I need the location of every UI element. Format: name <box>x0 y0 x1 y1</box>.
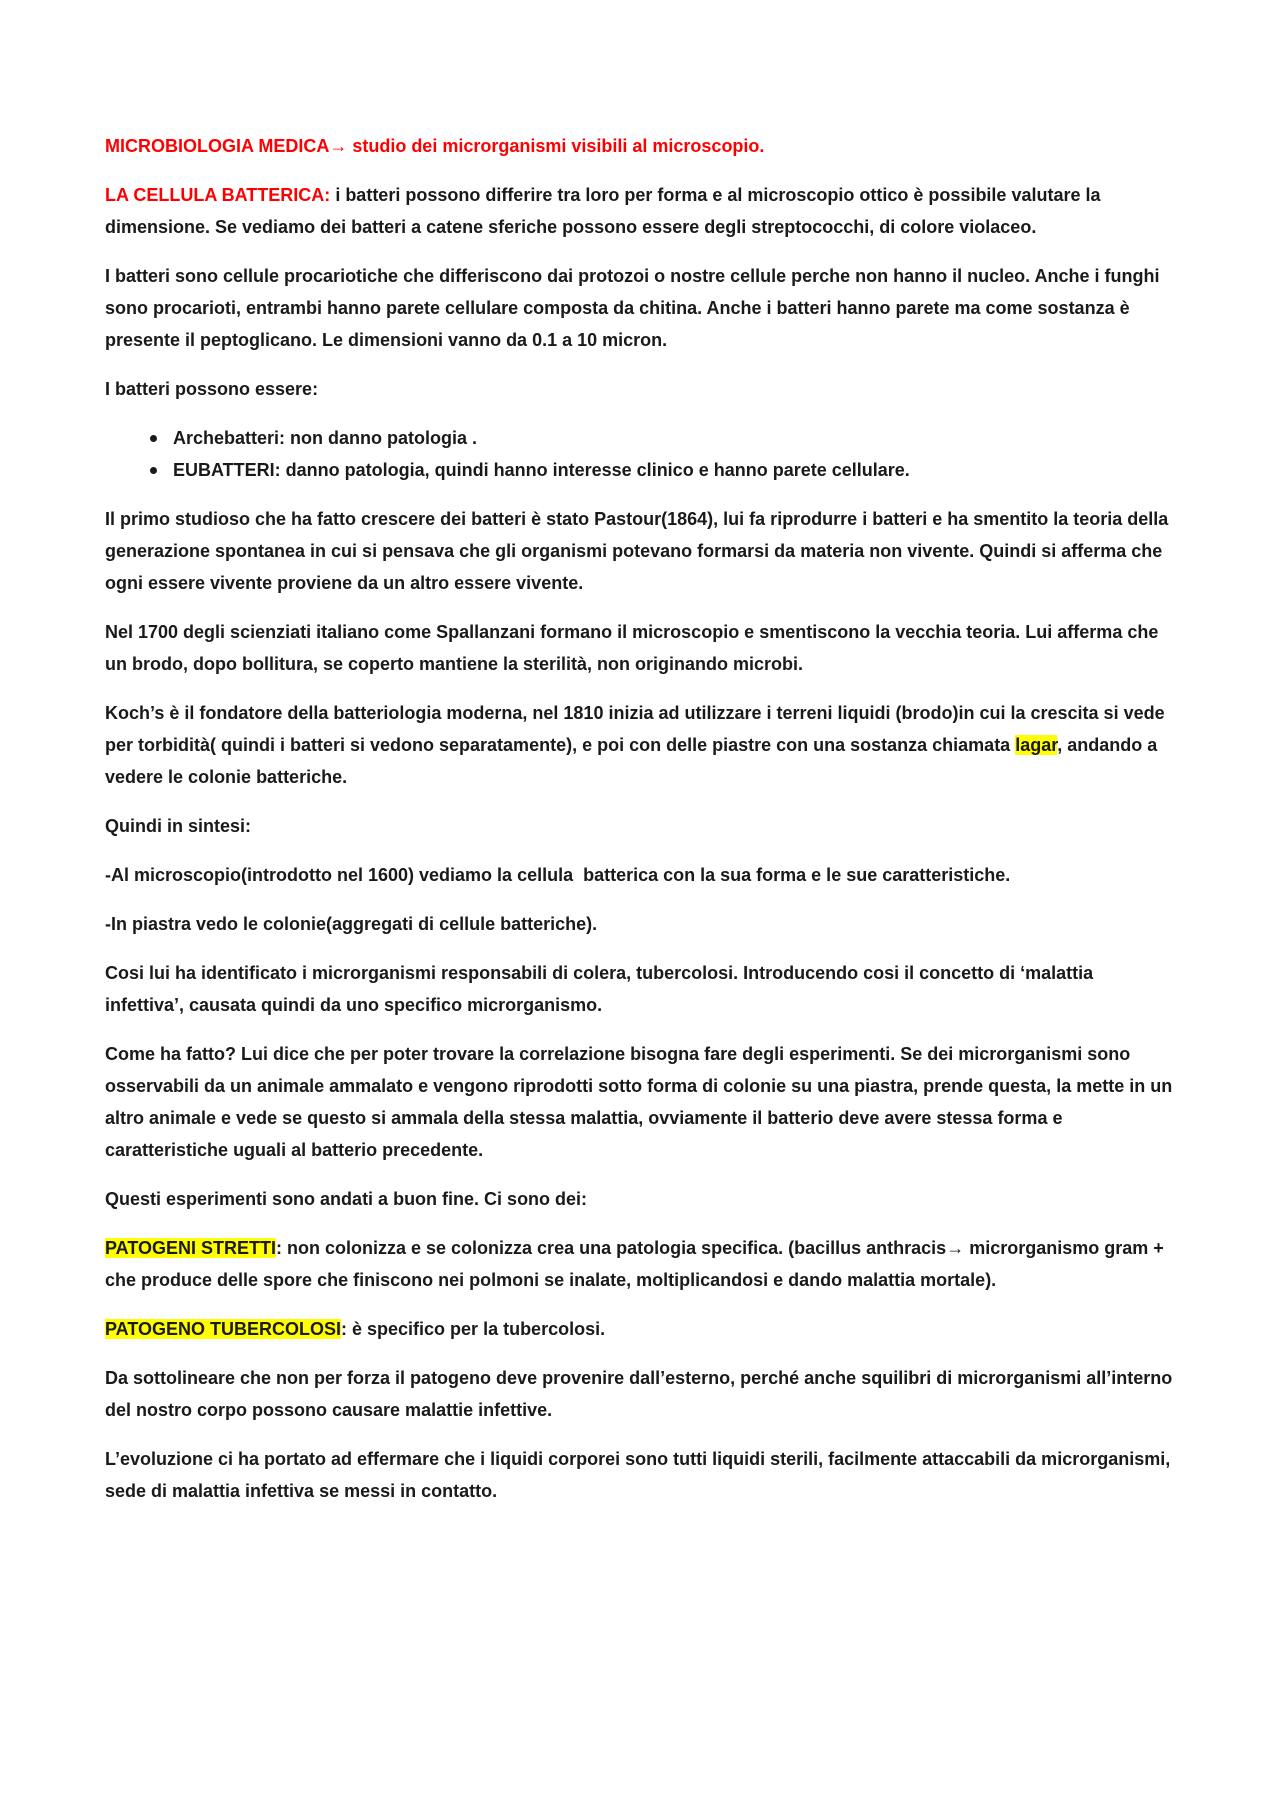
paragraph-squilibri <box>105 1362 1178 1426</box>
paragraph-patogeno-tubercolosi <box>105 1313 1175 1345</box>
paragraph-esperimenti <box>105 1183 1175 1215</box>
text-run: L’evoluzione ci ha portato ad effermare che i liquidi corporei sono tutti liquidi sterili, facilmente attaccabili da microrganismi, sede di malattia infettiva se messi in contatto. <box>105 1449 1176 1501</box>
red-text-run: MICROBIOLOGIA MEDICA→ studio dei microrganismi visibili al microscopio. <box>105 136 765 156</box>
text-run: I batteri possono essere: <box>105 379 319 399</box>
text-run: Da sottolineare che non per forza il patogeno deve provenire dall’esterno, perché anche squilibri di microrganismi all’interno del nostro corpo possono causare malattie infettive. <box>105 1368 1178 1420</box>
text-run: -In piastra vedo le colonie(aggregati di cellule batteriche). <box>105 914 598 934</box>
text-run: : non colonizza e se colonizza crea una patologia specifica. (bacillus anthracis→ microrganismo gram + che produce delle spore che finiscono nei polmoni se inalate, moltiplicandosi e dando malattia mortale). <box>105 1238 1169 1290</box>
document-content <box>105 130 1178 1507</box>
bacteria-types-list <box>105 422 1175 486</box>
paragraph-pastour <box>105 503 1175 599</box>
paragraph-cellula-batterica <box>105 179 1175 243</box>
text-run: i batteri possono differire tra loro per forma e al microscopio ottico è possibile valutare la dimensione. Se vediamo dei batteri a catene sferiche possono essere degli streptococchi, di colore violaceo. <box>105 185 1106 237</box>
paragraph-evoluzione <box>105 1443 1175 1507</box>
paragraph-procariotiche <box>105 260 1175 356</box>
paragraph-microscopio <box>105 859 1175 891</box>
text-run: , andando a vedere le colonie batteriche. <box>105 735 1163 787</box>
red-text-run: LA CELLULA BATTERICA: <box>105 185 331 205</box>
paragraph-piastra <box>105 908 1175 940</box>
paragraph-sintesi <box>105 810 1175 842</box>
title-paragraph <box>105 130 1175 162</box>
paragraph-koch <box>105 697 1175 793</box>
highlighted-text-run: PATOGENO TUBERCOLOSI <box>105 1319 342 1339</box>
text-run: Il primo studioso che ha fatto crescere dei batteri è stato Pastour(1864), lui fa riprodurre i batteri e ha smentito la teoria della generazione spontanea in cui si pensava che gli organismi potevano formarsi da materia non vivente. Quindi si afferma che ogni essere vivente proviene da un altro essere vivente. <box>105 509 1174 593</box>
paragraph-malattia-infettiva <box>105 957 1175 1021</box>
text-run: Quindi in sintesi: <box>105 816 252 836</box>
text-run: Archebatteri: non danno patologia . <box>173 428 478 448</box>
text-run: I batteri sono cellule procariotiche che differiscono dai protozoi o nostre cellule perche non hanno il nucleo. Anche i funghi sono procarioti, entrambi hanno parete cellulare composta da chitina. Anche i batteri hanno parete ma come sostanza è presente il peptoglicano. Le dimensioni vanno da 0.1 a 10 micron. <box>105 266 1165 350</box>
highlighted-text-run: lagar <box>1015 735 1058 755</box>
paragraph-spallanzani <box>105 616 1175 680</box>
paragraph-batteri-possono-essere <box>105 373 1175 405</box>
text-run: Nel 1700 degli scienziati italiano come Spallanzani formano il microscopio e smentiscono la vecchia teoria. Lui afferma che un brodo, dopo bollitura, se coperto mantiene la sterilità, non originando microbi. <box>105 622 1164 674</box>
text-run: : è specifico per la tubercolosi. <box>341 1319 606 1339</box>
text-run: -Al microscopio(introdotto nel 1600) vediamo la cellula batterica con la sua forma e le sue caratteristiche. <box>105 865 1011 885</box>
paragraph-patogeni-stretti <box>105 1232 1175 1296</box>
highlighted-text-run: PATOGENI STRETTI <box>105 1238 277 1258</box>
text-run: Cosi lui ha identificato i microrganismi responsabili di colera, tubercolosi. Introducendo cosi il concetto di ‘malattia infettiva’, causata quindi da uno specifico microrganismo. <box>105 963 1099 1015</box>
bullet-item <box>105 422 1175 454</box>
text-run: EUBATTERI: danno patologia, quindi hanno interesse clinico e hanno parete cellulare. <box>173 460 910 480</box>
text-run: Questi esperimenti sono andati a buon fine. Ci sono dei: <box>105 1189 588 1209</box>
bullet-item <box>105 454 1175 486</box>
paragraph-come-ha-fatto <box>105 1038 1178 1166</box>
text-run: Come ha fatto? Lui dice che per poter trovare la correlazione bisogna fare degli esperimenti. Se dei microrganismi sono osservabili da un animale ammalato e vengono riprodotti sotto forma di colonie su una piastra, prende questa, la mette in un altro animale e vede se questo si ammala della stessa malattia, ovviamente il batterio deve avere stessa forma e caratteristiche uguali al batterio precedente. <box>105 1044 1178 1160</box>
text-run: Koch’s è il fondatore della batteriologia moderna, nel 1810 inizia ad utilizzare i terreni liquidi (brodo)in cui la crescita si vede per torbidità( quindi i batteri si vedono separatamente), e poi con delle piastre con una sostanza chiamata <box>105 703 1170 755</box>
